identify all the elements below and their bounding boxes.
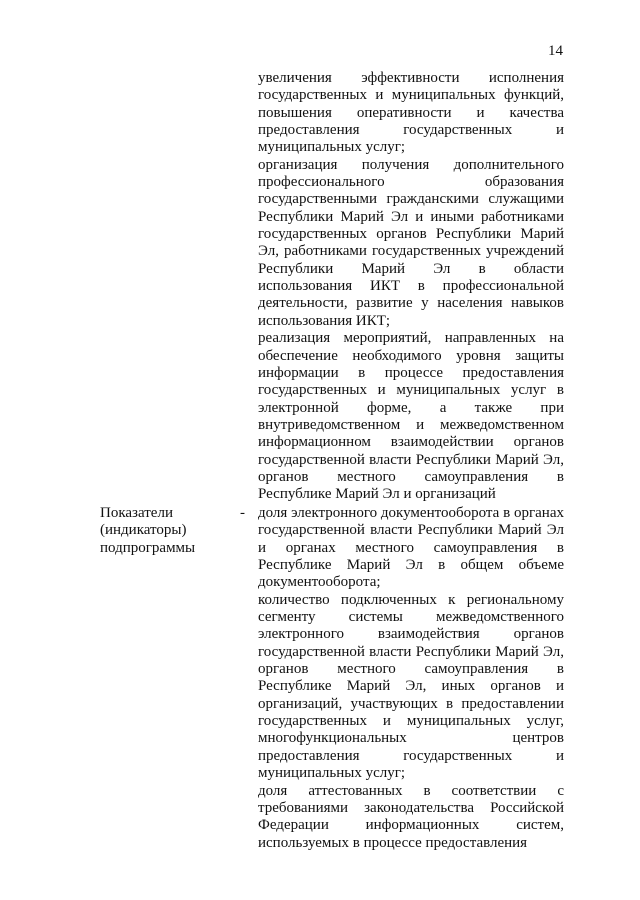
paragraph-certified-systems: доля аттестованных в соответствии с требованиями законодательства Российской Федерации информационных систем, используемых в процессе предоставления (258, 782, 564, 851)
paragraph-ict-efficiency: увеличения эффективности исполнения государственных и муниципальных функций, повышения оперативности и качества предоставления государственных и муниципальных услуг; (258, 70, 564, 156)
label-dash: - (240, 505, 245, 521)
indicators-text-block (258, 505, 564, 852)
page-number: 14 (548, 43, 563, 59)
paragraph-ict-training: организация получения дополнительного профессионального образования государственными гражданскими служащими Республики Марий Эл и иными работниками государственных органов Республики Марий Эл, работниками государственных учреждений Республики Марий Эл в области использования ИКТ в профессиональной деятельности, развитие у населения навыков использования ИКТ; (258, 156, 564, 329)
top-text-block (258, 70, 564, 504)
paragraph-information-security: реализация мероприятий, направленных на обеспечение необходимого уровня защиты информации в процессе предоставления государственных и муниципальных услуг в электронной форме, а также при внутриведомственном и межведомственном информационном взаимодействии органов государственной власти Республики Марий Эл, органов местного самоуправления в Республике Марий Эл и организаций (258, 330, 564, 503)
paragraph-connected-organizations: количество подключенных к региональному сегменту системы межведомственного электронного взаимодействия органов государственной власти Республики Марий Эл, органов местного самоуправления в Республике Марий Эл, иных органов и организаций, участвующих в предоставлении государственных и муниципальных услуг, многофункциональных центров предоставления государственных и муниципальных услуг; (258, 591, 564, 782)
paragraph-e-document-share: доля электронного документооборота в органах государственной власти Республики Марий Эл и органах местного самоуправления в Республике Марий Эл в общем объеме документооборота; (258, 505, 564, 591)
indicators-label: Показатели (индикаторы) подпрограммы (100, 505, 196, 556)
